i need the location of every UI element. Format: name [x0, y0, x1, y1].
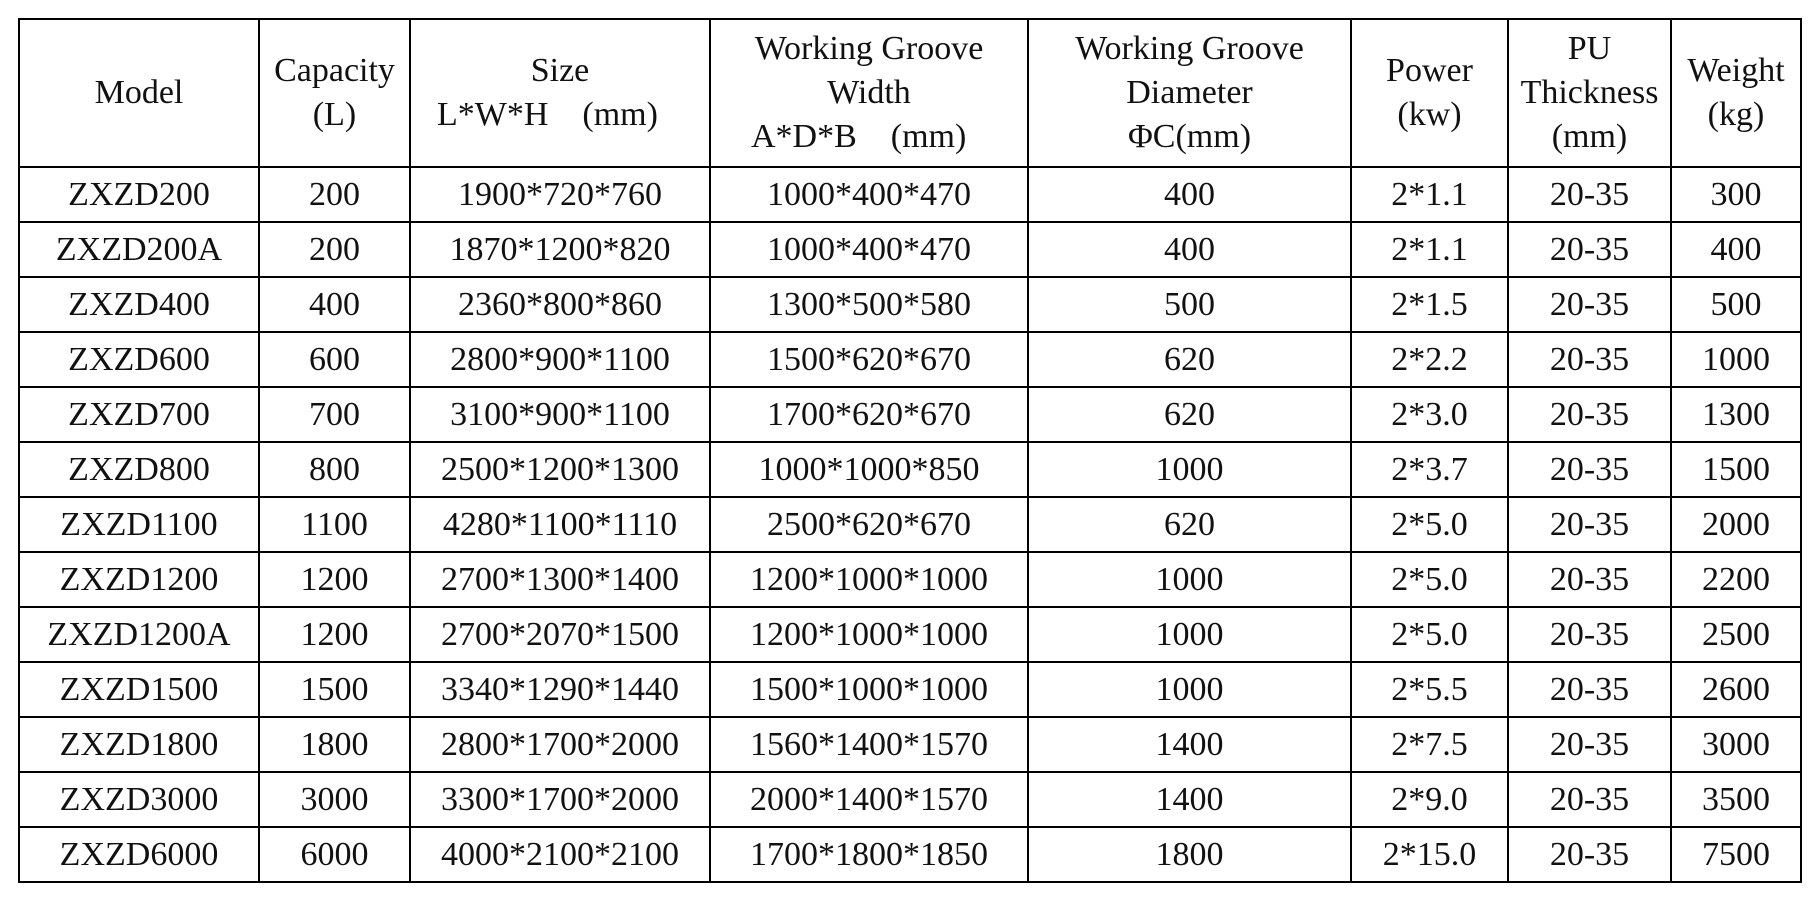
- cell-weight: 3500: [1671, 772, 1801, 827]
- cell-power: 2*15.0: [1351, 827, 1508, 882]
- cell-pu-thickness: 20-35: [1508, 387, 1671, 442]
- cell-size: 1900*720*760: [410, 167, 710, 222]
- cell-model: ZXZD200: [19, 167, 259, 222]
- cell-size: 2800*1700*2000: [410, 717, 710, 772]
- cell-size: 2700*2070*1500: [410, 607, 710, 662]
- cell-power: 2*1.1: [1351, 167, 1508, 222]
- spec-table: [18, 18, 1802, 883]
- cell-capacity: 600: [259, 332, 410, 387]
- cell-capacity: 700: [259, 387, 410, 442]
- cell-groove-diameter: 400: [1028, 167, 1351, 222]
- cell-weight: 2200: [1671, 552, 1801, 607]
- cell-groove-diameter: 620: [1028, 387, 1351, 442]
- cell-weight: 400: [1671, 222, 1801, 277]
- cell-capacity: 6000: [259, 827, 410, 882]
- cell-pu-thickness: 20-35: [1508, 277, 1671, 332]
- cell-power: 2*5.5: [1351, 662, 1508, 717]
- cell-model: ZXZD6000: [19, 827, 259, 882]
- cell-model: ZXZD700: [19, 387, 259, 442]
- header-model: Model: [19, 19, 259, 167]
- cell-capacity: 400: [259, 277, 410, 332]
- table-row: [19, 497, 1801, 552]
- spec-table-container: [18, 18, 1800, 883]
- cell-groove-diameter: 620: [1028, 497, 1351, 552]
- cell-pu-thickness: 20-35: [1508, 717, 1671, 772]
- cell-capacity: 1200: [259, 607, 410, 662]
- cell-capacity: 1200: [259, 552, 410, 607]
- cell-weight: 1500: [1671, 442, 1801, 497]
- cell-pu-thickness: 20-35: [1508, 332, 1671, 387]
- table-row: [19, 607, 1801, 662]
- cell-model: ZXZD800: [19, 442, 259, 497]
- cell-size: 1870*1200*820: [410, 222, 710, 277]
- cell-model: ZXZD1200: [19, 552, 259, 607]
- table-row: [19, 332, 1801, 387]
- header-groove-diameter: Working Groove Diameter ΦC(mm): [1028, 19, 1351, 167]
- cell-power: 2*2.2: [1351, 332, 1508, 387]
- cell-model: ZXZD1500: [19, 662, 259, 717]
- cell-groove-width: 2500*620*670: [710, 497, 1028, 552]
- header-size: Size L*W*H (mm): [410, 19, 710, 167]
- cell-pu-thickness: 20-35: [1508, 827, 1671, 882]
- cell-groove-diameter: 1000: [1028, 442, 1351, 497]
- cell-weight: 2000: [1671, 497, 1801, 552]
- cell-size: 2800*900*1100: [410, 332, 710, 387]
- cell-pu-thickness: 20-35: [1508, 772, 1671, 827]
- cell-pu-thickness: 20-35: [1508, 497, 1671, 552]
- cell-power: 2*7.5: [1351, 717, 1508, 772]
- cell-groove-width: 1000*1000*850: [710, 442, 1028, 497]
- cell-model: ZXZD200A: [19, 222, 259, 277]
- cell-groove-width: 1200*1000*1000: [710, 607, 1028, 662]
- header-weight: Weight (kg): [1671, 19, 1801, 167]
- cell-groove-diameter: 1000: [1028, 607, 1351, 662]
- cell-groove-diameter: 1000: [1028, 552, 1351, 607]
- cell-power: 2*5.0: [1351, 497, 1508, 552]
- cell-capacity: 1800: [259, 717, 410, 772]
- cell-groove-width: 1500*1000*1000: [710, 662, 1028, 717]
- header-pu-thickness: PU Thickness (mm): [1508, 19, 1671, 167]
- cell-capacity: 1100: [259, 497, 410, 552]
- table-row: [19, 717, 1801, 772]
- cell-power: 2*3.0: [1351, 387, 1508, 442]
- cell-groove-width: 2000*1400*1570: [710, 772, 1028, 827]
- cell-weight: 500: [1671, 277, 1801, 332]
- cell-groove-diameter: 1800: [1028, 827, 1351, 882]
- cell-weight: 300: [1671, 167, 1801, 222]
- cell-weight: 2600: [1671, 662, 1801, 717]
- header-capacity: Capacity (L): [259, 19, 410, 167]
- cell-size: 4280*1100*1110: [410, 497, 710, 552]
- cell-model: ZXZD1100: [19, 497, 259, 552]
- cell-size: 3340*1290*1440: [410, 662, 710, 717]
- cell-model: ZXZD1200A: [19, 607, 259, 662]
- header-row: [19, 19, 1801, 167]
- cell-groove-width: 1700*1800*1850: [710, 827, 1028, 882]
- cell-model: ZXZD1800: [19, 717, 259, 772]
- cell-groove-diameter: 620: [1028, 332, 1351, 387]
- cell-pu-thickness: 20-35: [1508, 607, 1671, 662]
- table-row: [19, 387, 1801, 442]
- cell-weight: 2500: [1671, 607, 1801, 662]
- cell-weight: 3000: [1671, 717, 1801, 772]
- cell-groove-width: 1560*1400*1570: [710, 717, 1028, 772]
- cell-groove-width: 1300*500*580: [710, 277, 1028, 332]
- table-row: [19, 772, 1801, 827]
- cell-groove-diameter: 400: [1028, 222, 1351, 277]
- cell-power: 2*5.0: [1351, 607, 1508, 662]
- table-row: [19, 222, 1801, 277]
- cell-capacity: 800: [259, 442, 410, 497]
- cell-groove-diameter: 500: [1028, 277, 1351, 332]
- cell-pu-thickness: 20-35: [1508, 662, 1671, 717]
- cell-model: ZXZD600: [19, 332, 259, 387]
- cell-size: 3100*900*1100: [410, 387, 710, 442]
- cell-capacity: 1500: [259, 662, 410, 717]
- table-row: [19, 662, 1801, 717]
- cell-groove-diameter: 1000: [1028, 662, 1351, 717]
- cell-model: ZXZD3000: [19, 772, 259, 827]
- cell-weight: 7500: [1671, 827, 1801, 882]
- cell-groove-width: 1700*620*670: [710, 387, 1028, 442]
- cell-size: 3300*1700*2000: [410, 772, 710, 827]
- cell-power: 2*9.0: [1351, 772, 1508, 827]
- cell-model: ZXZD400: [19, 277, 259, 332]
- cell-power: 2*5.0: [1351, 552, 1508, 607]
- cell-capacity: 200: [259, 222, 410, 277]
- table-row: [19, 167, 1801, 222]
- cell-groove-width: 1500*620*670: [710, 332, 1028, 387]
- cell-groove-width: 1000*400*470: [710, 222, 1028, 277]
- table-row: [19, 277, 1801, 332]
- cell-size: 2700*1300*1400: [410, 552, 710, 607]
- cell-size: 2500*1200*1300: [410, 442, 710, 497]
- cell-groove-width: 1200*1000*1000: [710, 552, 1028, 607]
- table-row: [19, 552, 1801, 607]
- cell-pu-thickness: 20-35: [1508, 552, 1671, 607]
- cell-capacity: 200: [259, 167, 410, 222]
- header-groove-width: Working Groove Width A*D*B (mm): [710, 19, 1028, 167]
- cell-pu-thickness: 20-35: [1508, 442, 1671, 497]
- spec-table-body: [19, 167, 1801, 882]
- cell-capacity: 3000: [259, 772, 410, 827]
- cell-weight: 1300: [1671, 387, 1801, 442]
- cell-weight: 1000: [1671, 332, 1801, 387]
- table-row: [19, 442, 1801, 497]
- header-power: Power (kw): [1351, 19, 1508, 167]
- cell-pu-thickness: 20-35: [1508, 222, 1671, 277]
- cell-size: 2360*800*860: [410, 277, 710, 332]
- cell-power: 2*1.5: [1351, 277, 1508, 332]
- cell-power: 2*3.7: [1351, 442, 1508, 497]
- table-row: [19, 827, 1801, 882]
- cell-groove-diameter: 1400: [1028, 717, 1351, 772]
- cell-size: 4000*2100*2100: [410, 827, 710, 882]
- cell-power: 2*1.1: [1351, 222, 1508, 277]
- cell-pu-thickness: 20-35: [1508, 167, 1671, 222]
- cell-groove-width: 1000*400*470: [710, 167, 1028, 222]
- cell-groove-diameter: 1400: [1028, 772, 1351, 827]
